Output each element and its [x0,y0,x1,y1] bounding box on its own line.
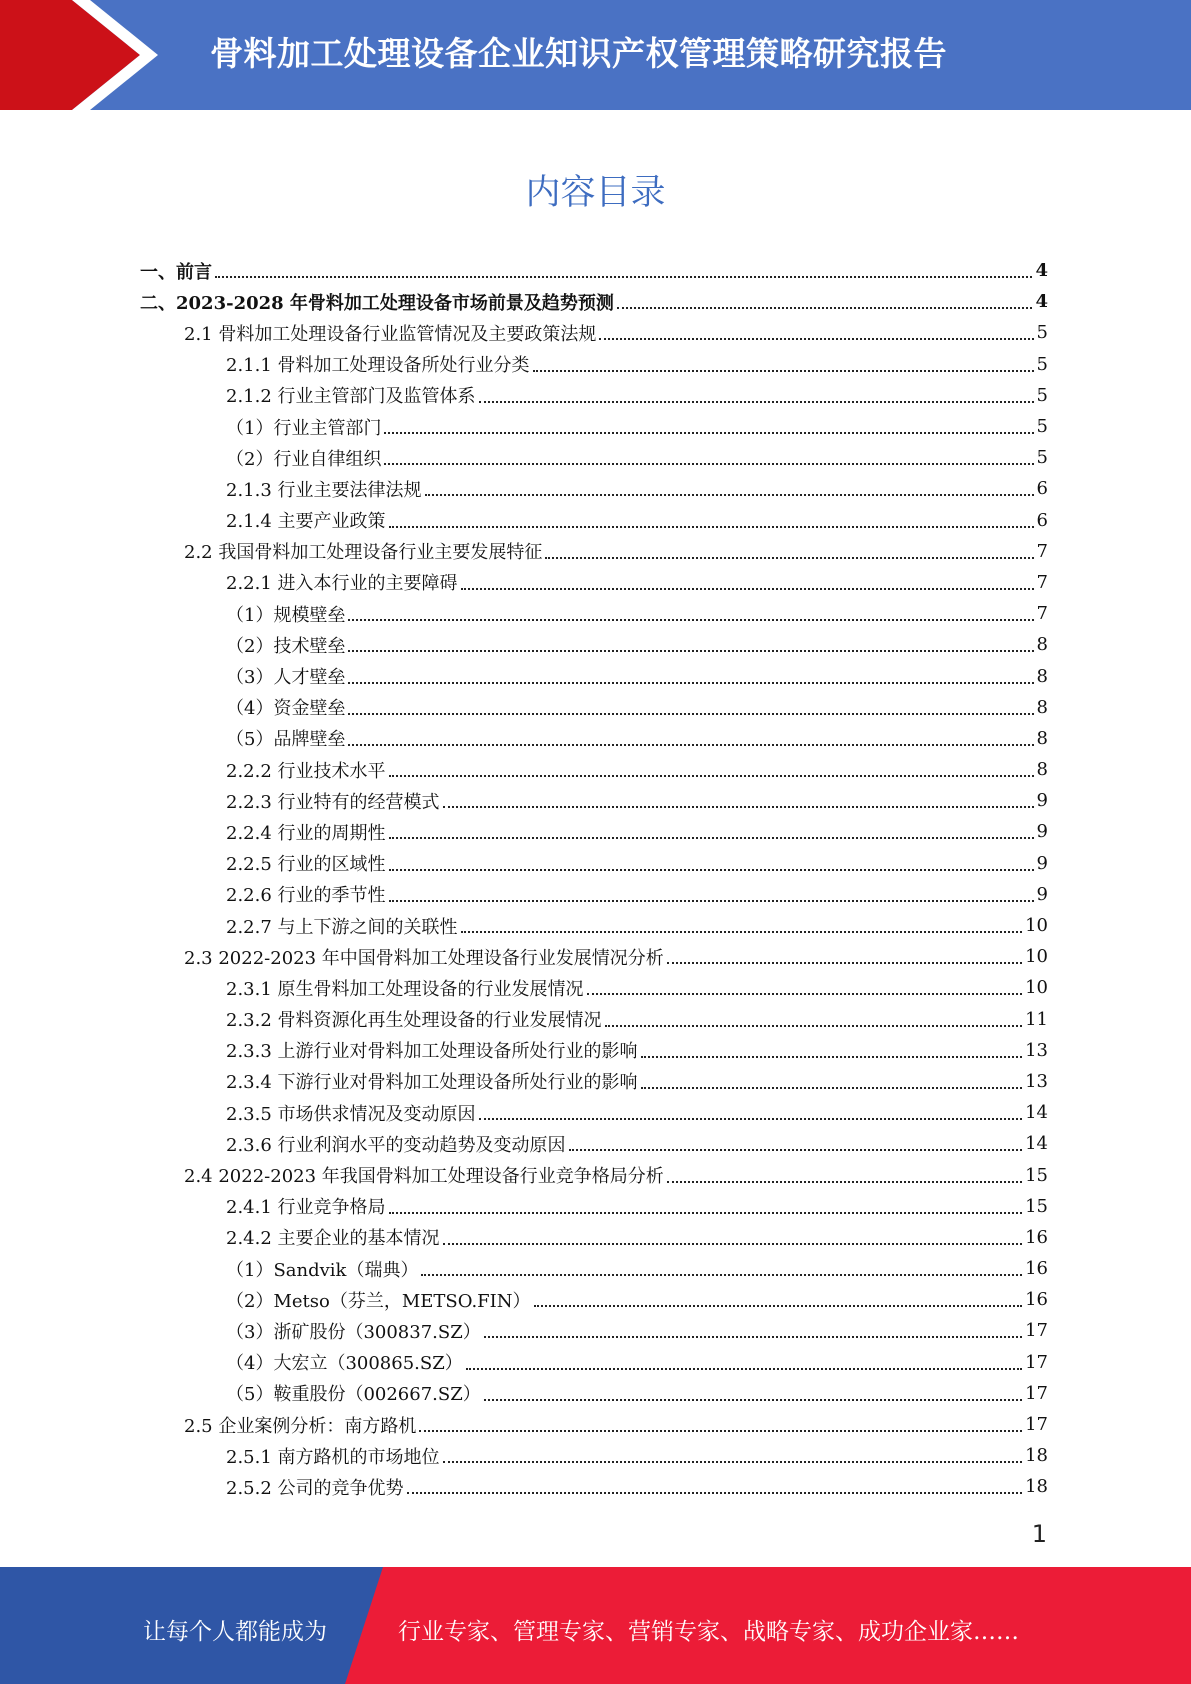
toc-entry[interactable] [140,1315,1048,1346]
toc-entry[interactable] [140,1004,1048,1035]
toc-entry-page: 10 [1025,946,1048,968]
toc-entry[interactable] [140,1066,1048,1097]
toc-entry[interactable] [140,1159,1048,1190]
toc-entry-title: （2）技术壁垒 [226,635,346,657]
toc-entry-page: 9 [1036,790,1048,812]
toc-entry[interactable] [140,1191,1048,1222]
toc-entry-page: 6 [1036,509,1048,531]
toc-entry-title: （5）鞍重股份（002667.SZ） [226,1384,481,1406]
header-chevron-graphic [0,0,160,110]
toc-dot-leader [667,1180,1022,1183]
toc-entry[interactable] [140,598,1048,629]
toc-entry-title: （4）资金壁垒 [226,698,346,720]
toc-dot-leader [389,868,1034,871]
toc-dot-leader [533,369,1034,372]
toc-entry-page: 5 [1036,322,1048,344]
toc-dot-leader [641,1055,1023,1058]
table-of-contents [140,255,1048,1503]
page-number: 1 [1031,1520,1047,1548]
toc-entry[interactable] [140,816,1048,847]
toc-entry-title: 2.2.2 行业技术水平 [226,760,386,782]
toc-dot-leader [348,681,1033,684]
toc-dot-leader [466,1367,1022,1370]
toc-entry-title: 2.5 企业案例分析：南方路机 [184,1415,417,1437]
toc-entry-page: 18 [1025,1476,1048,1498]
toc-dot-leader [407,1491,1023,1494]
toc-dot-leader [569,1148,1023,1151]
toc-entry-title: 2.4.2 主要企业的基本情况 [226,1228,440,1250]
toc-dot-leader [389,899,1034,902]
toc-entry-title: （1）规模壁垒 [226,604,346,626]
toc-entry-page: 14 [1025,1102,1048,1124]
toc-entry-title: 2.2.7 与上下游之间的关联性 [226,916,458,938]
toc-entry-page: 9 [1036,852,1048,874]
toc-dot-leader [348,743,1033,746]
toc-entry[interactable] [140,1128,1048,1159]
toc-entry-page: 13 [1025,1039,1048,1061]
toc-entry-page: 8 [1036,696,1048,718]
toc-entry-title: 2.2.3 行业特有的经营模式 [226,791,440,813]
toc-dot-leader [425,493,1034,496]
toc-entry-page: 5 [1036,416,1048,438]
toc-dot-leader [389,774,1034,777]
toc-entry[interactable] [140,1409,1048,1440]
toc-dot-leader [389,525,1034,528]
toc-entry-page: 5 [1036,353,1048,375]
footer-band [0,1567,1191,1684]
toc-dot-leader [599,337,1033,340]
toc-entry-title: （3）浙矿股份（300837.SZ） [226,1321,481,1343]
toc-entry-page: 11 [1025,1008,1048,1030]
toc-entry[interactable] [140,1222,1048,1253]
toc-entry-page: 10 [1025,915,1048,937]
toc-entry-page: 17 [1025,1414,1048,1436]
toc-entry[interactable] [140,723,1048,754]
toc-entry-title: 2.2.4 行业的周期性 [226,822,386,844]
toc-entry[interactable] [140,1347,1048,1378]
toc-entry-title: 2.5.1 南方路机的市场地位 [226,1446,440,1468]
toc-entry[interactable] [140,1471,1048,1502]
toc-dot-leader [667,961,1022,964]
toc-dot-leader [461,587,1034,590]
toc-entry-title: 2.3 2022-2023 年中国骨料加工处理设备行业发展情况分析 [184,947,664,969]
toc-entry[interactable] [140,1097,1048,1128]
toc-entry-title: （2）行业自律组织 [226,448,382,470]
toc-entry-title: 2.3.6 行业利润水平的变动趋势及变动原因 [226,1134,566,1156]
toc-entry[interactable] [140,442,1048,473]
toc-entry-page: 10 [1025,977,1048,999]
toc-entry[interactable] [140,1284,1048,1315]
toc-entry-page: 4 [1035,260,1048,282]
toc-entry[interactable] [140,505,1048,536]
toc-entry[interactable] [140,1035,1048,1066]
toc-entry-title: 2.4.1 行业竞争格局 [226,1197,386,1219]
toc-entry[interactable] [140,567,1048,598]
toc-entry[interactable] [140,879,1048,910]
toc-entry-title: 2.3.4 下游行业对骨料加工处理设备所处行业的影响 [226,1072,638,1094]
toc-entry[interactable] [140,1378,1048,1409]
toc-entry-title: （1）Sandvik（瑞典） [226,1259,419,1281]
toc-entry-page: 17 [1025,1320,1048,1342]
toc-entry-page: 8 [1036,727,1048,749]
toc-entry[interactable] [140,380,1048,411]
toc-entry-title: （5）品牌壁垒 [226,729,346,751]
toc-dot-leader [641,1086,1023,1089]
toc-entry[interactable] [140,848,1048,879]
toc-entry-title: （4）大宏立（300865.SZ） [226,1353,463,1375]
toc-dot-leader [534,1304,1023,1307]
toc-entry[interactable] [140,255,1048,286]
toc-dot-leader [443,1242,1023,1245]
toc-entry-page: 8 [1036,665,1048,687]
toc-entry-page: 15 [1025,1164,1048,1186]
toc-dot-leader [545,556,1033,559]
toc-entry-title: 2.3.3 上游行业对骨料加工处理设备所处行业的影响 [226,1041,638,1063]
toc-dot-leader [389,836,1034,839]
toc-entry[interactable] [140,754,1048,785]
toc-dot-leader [605,1024,1023,1027]
toc-entry-page: 9 [1036,821,1048,843]
toc-dot-leader [443,1460,1023,1463]
toc-dot-leader [461,930,1023,933]
toc-entry-title: 2.1.2 行业主管部门及监管体系 [226,386,476,408]
toc-entry-page: 18 [1025,1445,1048,1467]
toc-dot-leader [384,431,1033,434]
toc-entry-page: 7 [1036,571,1048,593]
toc-entry[interactable] [140,1253,1048,1284]
footer-slogan-right: 行业专家、管理专家、营销专家、战略专家、成功企业家…… [398,1619,1019,1645]
toc-entry-page: 5 [1036,447,1048,469]
toc-entry[interactable] [140,536,1048,567]
toc-entry[interactable] [140,286,1048,317]
toc-entry-title: 2.5.2 公司的竞争优势 [226,1477,404,1499]
toc-entry-title: （2）Metso（芬兰，METSO.FIN） [226,1290,531,1312]
toc-entry-page: 4 [1035,291,1048,313]
toc-dot-leader [384,462,1033,465]
toc-entry[interactable] [140,629,1048,660]
toc-dot-leader [484,1335,1022,1338]
toc-dot-leader [443,805,1034,808]
toc-entry-page: 16 [1025,1226,1048,1248]
toc-entry[interactable] [140,411,1048,442]
toc-dot-leader [348,649,1033,652]
toc-dot-leader [348,618,1033,621]
toc-entry[interactable] [140,941,1048,972]
toc-entry-title: 2.2.1 进入本行业的主要障碍 [226,573,458,595]
toc-entry-title: 2.2 我国骨料加工处理设备行业主要发展特征 [184,542,543,564]
toc-entry-page: 17 [1025,1351,1048,1373]
toc-dot-leader [215,275,1032,278]
toc-entry-page: 9 [1036,883,1048,905]
toc-entry[interactable] [140,910,1048,941]
toc-dot-leader [421,1273,1022,1276]
toc-entry[interactable] [140,660,1048,691]
toc-entry-title: 2.2.6 行业的季节性 [226,885,386,907]
toc-entry-title: 2.1.1 骨料加工处理设备所处行业分类 [226,355,530,377]
toc-dot-leader [587,992,1023,995]
toc-entry-page: 16 [1025,1289,1048,1311]
toc-dot-leader [484,1398,1022,1401]
toc-dot-leader [479,400,1034,403]
toc-entry-page: 14 [1025,1133,1048,1155]
toc-entry[interactable] [140,349,1048,380]
toc-entry-page: 8 [1036,634,1048,656]
toc-entry-page: 7 [1036,603,1048,625]
toc-entry-title: 2.1.4 主要产业政策 [226,511,386,533]
toc-heading: 内容目录 [525,173,666,213]
toc-dot-leader [617,306,1033,309]
footer-slogan-left: 让每个人都能成为 [143,1619,327,1645]
toc-entry-page: 7 [1036,540,1048,562]
toc-entry[interactable] [140,785,1048,816]
toc-entry-title: 2.1.3 行业主要法律法规 [226,479,422,501]
toc-entry[interactable] [140,1440,1048,1471]
toc-dot-leader [348,712,1033,715]
toc-entry-title: 2.4 2022-2023 年我国骨料加工处理设备行业竞争格局分析 [184,1166,664,1188]
toc-entry-title: 2.2.5 行业的区域性 [226,854,386,876]
toc-entry-page: 17 [1025,1382,1048,1404]
toc-entry[interactable] [140,473,1048,504]
toc-entry[interactable] [140,317,1048,348]
toc-entry-title: （1）行业主管部门 [226,417,382,439]
toc-entry-title: 二、2023-2028 年骨料加工处理设备市场前景及趋势预测 [140,292,614,314]
toc-entry-page: 16 [1025,1258,1048,1280]
toc-entry-title: （3）人才壁垒 [226,667,346,689]
toc-dot-leader [479,1117,1023,1120]
toc-entry-title: 2.3.2 骨料资源化再生处理设备的行业发展情况 [226,1010,602,1032]
toc-entry[interactable] [140,692,1048,723]
toc-dot-leader [389,1211,1023,1214]
toc-entry-page: 15 [1025,1195,1048,1217]
toc-entry-page: 13 [1025,1070,1048,1092]
report-title: 骨料加工处理设备企业知识产权管理策略研究报告 [210,34,947,73]
toc-entry-title: 一、前言 [140,261,212,283]
header-band [0,0,1191,110]
toc-entry-page: 6 [1036,478,1048,500]
toc-entry-page: 5 [1036,384,1048,406]
toc-entry-page: 8 [1036,759,1048,781]
toc-entry-title: 2.1 骨料加工处理设备行业监管情况及主要政策法规 [184,323,597,345]
toc-entry-title: 2.3.5 市场供求情况及变动原因 [226,1103,476,1125]
toc-entry[interactable] [140,972,1048,1003]
toc-entry-title: 2.3.1 原生骨料加工处理设备的行业发展情况 [226,978,584,1000]
toc-dot-leader [419,1429,1022,1432]
